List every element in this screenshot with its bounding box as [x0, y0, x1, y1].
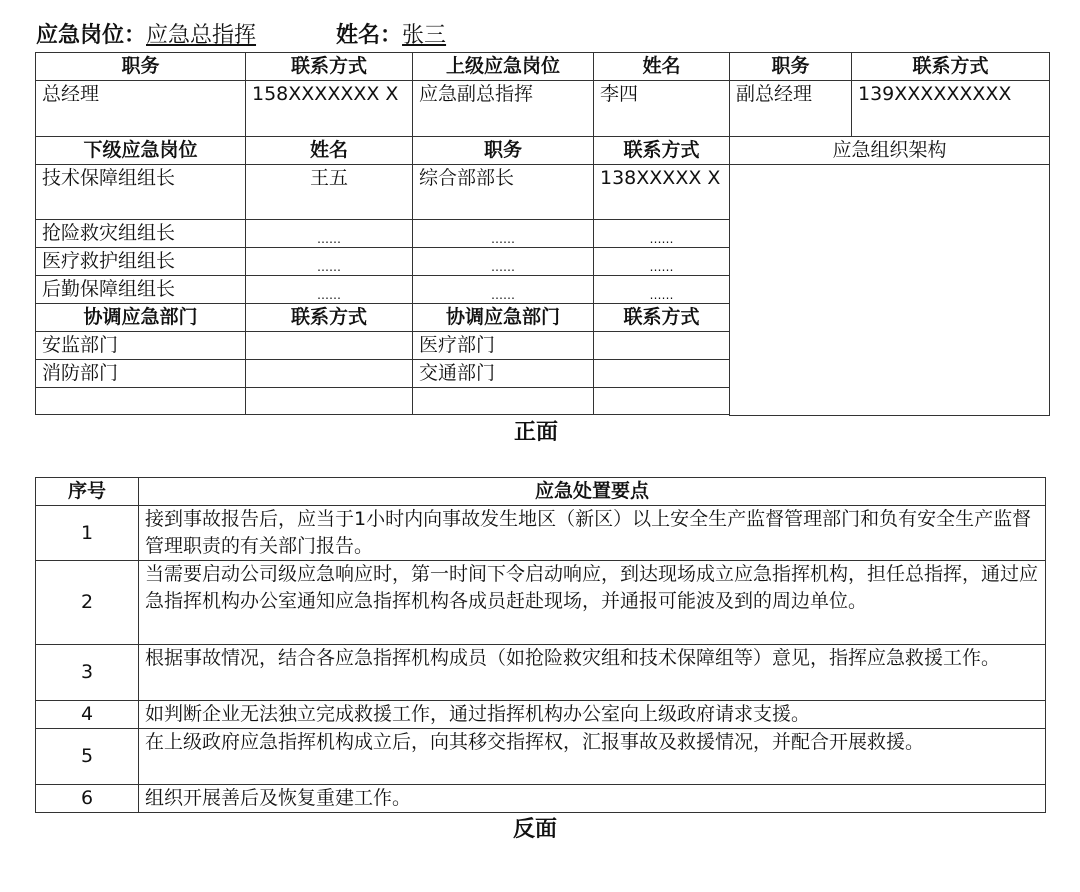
sub-row	[36, 165, 1050, 220]
row-text: 当需要启动公司级应急响应时，第一时间下令启动响应，到达现场成立应急指挥机构，担任总指挥，通过应急指挥机构办公室通知应急指挥机构各成员赶赴现场，并通报可能波及到的周边单位。	[139, 561, 1046, 645]
cell: 138XXXXX X	[594, 165, 730, 220]
row-text: 在上级政府应急指挥机构成立后，向其移交指挥权，汇报事故及救援情况，并配合开展救援。	[139, 729, 1046, 785]
cell: ……	[594, 248, 730, 276]
cell: 交通部门	[413, 360, 594, 388]
header-cell: 姓名	[246, 137, 413, 165]
header-cell: 联系方式	[594, 304, 730, 332]
cell	[246, 388, 413, 415]
cell: 后勤保障组组长	[36, 276, 246, 304]
cell: 王五	[246, 165, 413, 220]
self-header-row	[36, 53, 1050, 81]
header-cell: 协调应急部门	[413, 304, 594, 332]
header-cell: 职务	[730, 53, 852, 81]
cell: ……	[413, 220, 594, 248]
cell	[594, 360, 730, 388]
cell: ……	[246, 220, 413, 248]
front-table	[35, 52, 1050, 416]
row-number: 2	[36, 561, 139, 645]
header-cell: 联系方式	[594, 137, 730, 165]
header-cell: 上级应急岗位	[413, 53, 594, 81]
sub-header-row	[36, 137, 1050, 165]
header-cell: 序号	[36, 478, 139, 506]
org-chart-area	[730, 165, 1050, 416]
cell: ……	[594, 276, 730, 304]
header-cell: 职务	[413, 137, 594, 165]
back-table	[35, 477, 1046, 813]
header-cell: 姓名	[594, 53, 730, 81]
cell: 总经理	[36, 81, 246, 137]
cell: 139XXXXXXXXX	[852, 81, 1050, 137]
front-caption: 正面	[513, 420, 558, 445]
row-number: 3	[36, 645, 139, 701]
cell: ……	[594, 220, 730, 248]
back-row	[36, 506, 1046, 561]
cell	[594, 332, 730, 360]
cell	[246, 360, 413, 388]
row-number: 5	[36, 729, 139, 785]
header-cell: 联系方式	[852, 53, 1050, 81]
position-value: 应急总指挥	[146, 23, 257, 48]
back-row	[36, 561, 1046, 645]
row-text: 根据事故情况，结合各应急指挥机构成员（如抢险救灾组和技术保障组等）意见，指挥应急救援工作。	[139, 645, 1046, 701]
header-cell: 应急处置要点	[139, 478, 1046, 506]
cell: ……	[413, 276, 594, 304]
header-cell: 协调应急部门	[36, 304, 246, 332]
cell	[36, 388, 246, 415]
org-chart-label: 应急组织架构	[730, 137, 1050, 165]
back-row	[36, 785, 1046, 813]
row-text: 如判断企业无法独立完成救援工作，通过指挥机构办公室向上级政府请求支援。	[139, 701, 1046, 729]
cell: 技术保障组组长	[36, 165, 246, 220]
cell: 副总经理	[730, 81, 852, 137]
self-row	[36, 81, 1050, 137]
row-text: 接到事故报告后，应当于1小时内向事故发生地区（新区）以上安全生产监督管理部门和负有安全生产监督管理职责的有关部门报告。	[139, 506, 1046, 561]
back-row	[36, 729, 1046, 785]
cell: 李四	[594, 81, 730, 137]
cell: 应急副总指挥	[413, 81, 594, 137]
cell: 医疗部门	[413, 332, 594, 360]
card-header	[36, 18, 446, 49]
back-row	[36, 645, 1046, 701]
name-value: 张三	[402, 23, 447, 48]
row-number: 4	[36, 701, 139, 729]
header-cell: 职务	[36, 53, 246, 81]
cell: 综合部部长	[413, 165, 594, 220]
position-label: 应急岗位：	[36, 23, 147, 48]
header-cell: 联系方式	[246, 304, 413, 332]
cell: ……	[246, 248, 413, 276]
row-number: 1	[36, 506, 139, 561]
header-cell: 下级应急岗位	[36, 137, 246, 165]
cell: 医疗救护组组长	[36, 248, 246, 276]
cell: 抢险救灾组组长	[36, 220, 246, 248]
header-cell: 联系方式	[246, 53, 413, 81]
cell: ……	[413, 248, 594, 276]
row-text: 组织开展善后及恢复重建工作。	[139, 785, 1046, 813]
cell: 安监部门	[36, 332, 246, 360]
back-caption: 反面	[512, 817, 557, 842]
back-header-row	[36, 478, 1046, 506]
cell: ……	[246, 276, 413, 304]
row-number: 6	[36, 785, 139, 813]
cell	[413, 388, 594, 415]
back-row	[36, 701, 1046, 729]
cell	[246, 332, 413, 360]
cell: 消防部门	[36, 360, 246, 388]
cell: 158XXXXXXX X	[246, 81, 413, 137]
cell	[594, 388, 730, 415]
name-label: 姓名：	[336, 23, 403, 48]
